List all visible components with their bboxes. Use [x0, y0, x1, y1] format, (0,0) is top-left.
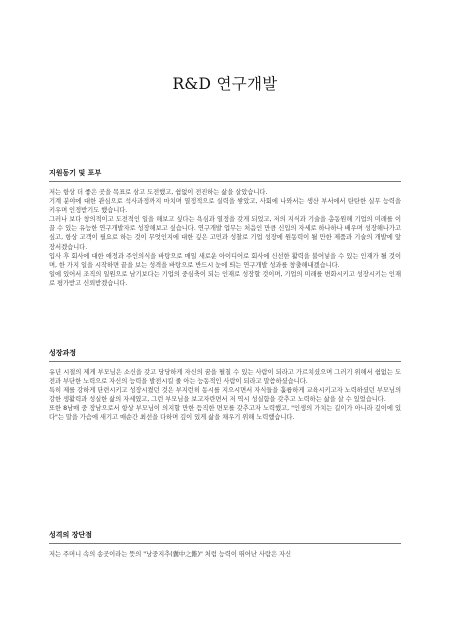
paragraph: 일에 있어서 조직의 일원으로 남기보다는 기업의 중심축이 되는 인재로 성장할 것이며, 기업의 미래를 변화시키고 성장시키는 인재로 평가받고 신뢰받겠습니다. — [49, 270, 401, 287]
paragraph: 그러나 보다 창의적이고 도전적인 일을 해보고 싶다는 욕심과 열정을 갖게 되었고, 저의 지식과 기술을 총동원해 기업의 미래를 이끌 수 있는 유능한 연구개발자로 성장해보고 싶습니다. 연구개발 업무는 처음인 만큼 신입의 자세로 하나하나 배우며 성장해나가고 싶고, 항상 고객이 필요로 하는 것이 무엇인지에 대한 깊은 고민과 성찰로 기업 성장에 원동력이 될 만한 제품과 기술의 개발에 앞장서겠습니다. — [49, 216, 401, 251]
paragraph: 유년 시절의 제게 부모님은 소신을 갖고 당당하게 자신의 꿈을 펼칠 수 있는 사람이 되라고 가르치셨으며 그러기 위해서 쉼없는 도전과 부단한 노력으로 자신의 능력을 발전시킬 줄 아는 능동적인 사람이 되라고 말씀하셨습니다. — [49, 369, 401, 386]
paragraph: 저는 주머니 속의 송곳이라는 뜻의 "낭중지추(囊中之錐)" 처럼 능력이 뛰어난 사람은 자신 — [49, 551, 292, 558]
paragraph: 또한 8남매 중 장남으로서 항상 부모님이 의지할 만한 듬직한 면모를 갖추고자 노력했고, "인생의 가치는 길이가 아니라 깊이에 있다"는 말을 가슴에 새기고 매순간 최선을 다하며 깊이 있게 삶을 채우기 위해 노력했습니다. — [49, 405, 401, 422]
section-growth — [49, 348, 401, 423]
section-body — [49, 188, 401, 288]
section-title: 지원동기 및 포부 — [49, 169, 102, 177]
paragraph: 저는 항상 더 좋은 곳을 목표로 삼고 도전했고, 쉼없이 전진하는 삶을 살았습니다. — [49, 189, 268, 196]
section-body — [49, 368, 401, 423]
paragraph: 입사 후 회사에 대한 애정과 주인의식을 바탕으로 매일 새로운 아이디어로 회사에 신선한 활력을 불어넣을 수 있는 인재가 될 것이며, 한 가지 일을 시작하면 끝을 보는 성격을 바탕으로 반드시 눈에 띄는 연구개발 성과를 창출해내겠습니다. — [49, 252, 401, 269]
section-title: 성격의 장단점 — [49, 531, 93, 539]
document-title: R&D 연구개발 — [172, 75, 278, 93]
paragraph: 특히 제를 강하게 단련시키고 성장시켰던 것은 부지런히 동시를 지으시면서 자식들을 훌륭하게 교육시키고자 노력하셨던 부모님의 강한 생활력과 성실한 삶의 자세였고, 그런 부모님을 보고자란면서 저 역시 성실함을 갖추고 노력하는 삶을 살 수 있었습니다. — [49, 387, 401, 404]
section-divider — [49, 543, 401, 544]
section-body — [49, 550, 401, 559]
paragraph: 기계 분야에 대한 관심으로 석사과정까지 마치며 열정적으로 실력을 쌓았고, 사회에 나와서는 생산 부서에서 탄탄한 실무 능력을 키우며 인정받기도 했습니다. — [49, 198, 401, 215]
section-divider — [49, 181, 401, 182]
section-title: 성장과정 — [49, 349, 77, 357]
section-divider — [49, 361, 401, 362]
section-character — [49, 530, 401, 559]
section-motivation — [49, 168, 401, 288]
